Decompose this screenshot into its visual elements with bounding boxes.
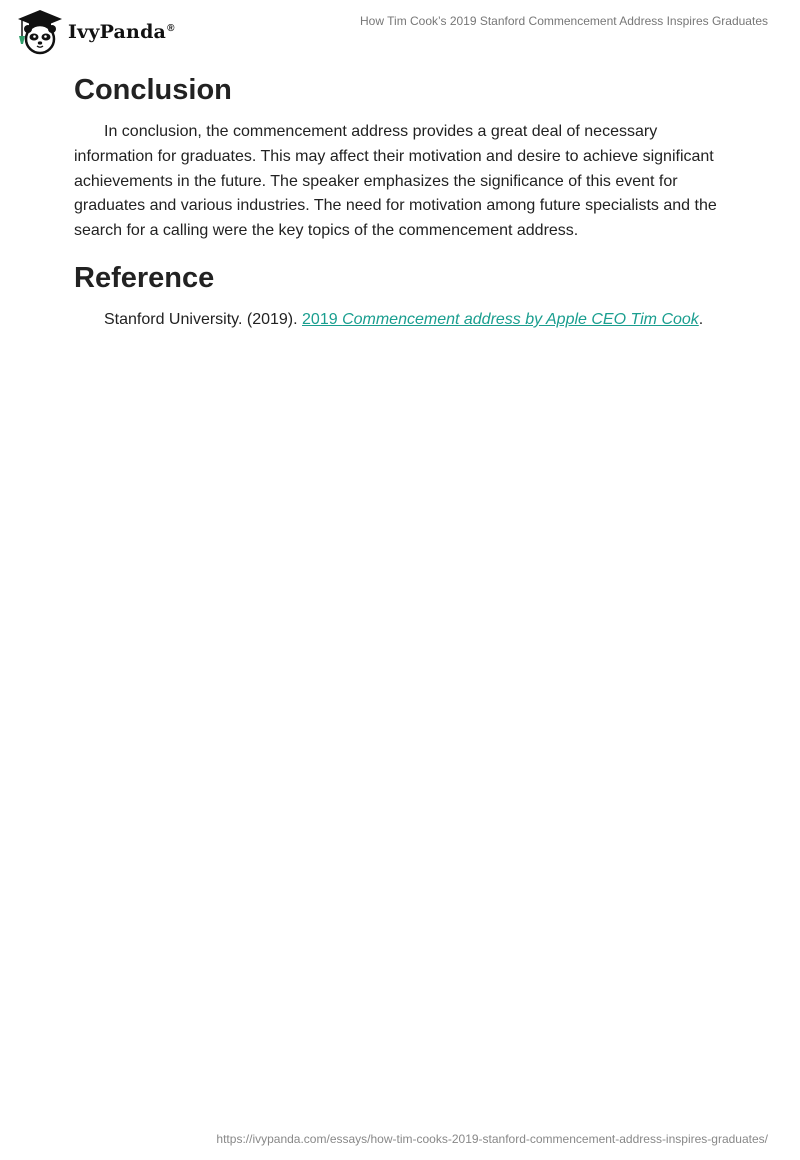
page-header — [0, 0, 800, 62]
section-heading: Reference — [74, 261, 215, 294]
footer-url[interactable]: https://ivypanda.com/essays/how-tim-cooks-2019-stanford-commencement-address-inspires-graduates/ — [216, 1132, 768, 1146]
ivypanda-logo[interactable] — [16, 8, 196, 56]
panda-graduate-icon — [16, 8, 64, 56]
reference-end: . — [698, 310, 704, 328]
brand-name: IvyPanda® — [68, 21, 175, 43]
registered-mark: ® — [167, 22, 175, 34]
section-conclusion — [74, 70, 734, 244]
reference-link-year: 2019 — [302, 310, 343, 328]
reference-author-year: Stanford University. (2019). — [104, 310, 303, 328]
document-body — [74, 70, 734, 347]
section-heading: Conclusion — [74, 74, 232, 106]
section-reference — [74, 258, 734, 333]
reference-link[interactable] — [302, 311, 699, 328]
conclusion-paragraph: In conclusion, the commencement address provides a great deal of necessary information for graduates. This may affect their motivation and desire to achieve significant achievements in the future. The speaker emphasizes the significance of this event for graduates and various industries. The need for motivation among future specialists and the search for a calling were the key topics of the commencement address. — [74, 123, 717, 240]
reference-entry — [74, 308, 734, 333]
reference-link-title: Commencement address by Apple CEO Tim Cook — [342, 310, 699, 328]
running-title: How Tim Cook’s 2019 Stanford Commencement Address Inspires Graduates — [360, 14, 768, 28]
